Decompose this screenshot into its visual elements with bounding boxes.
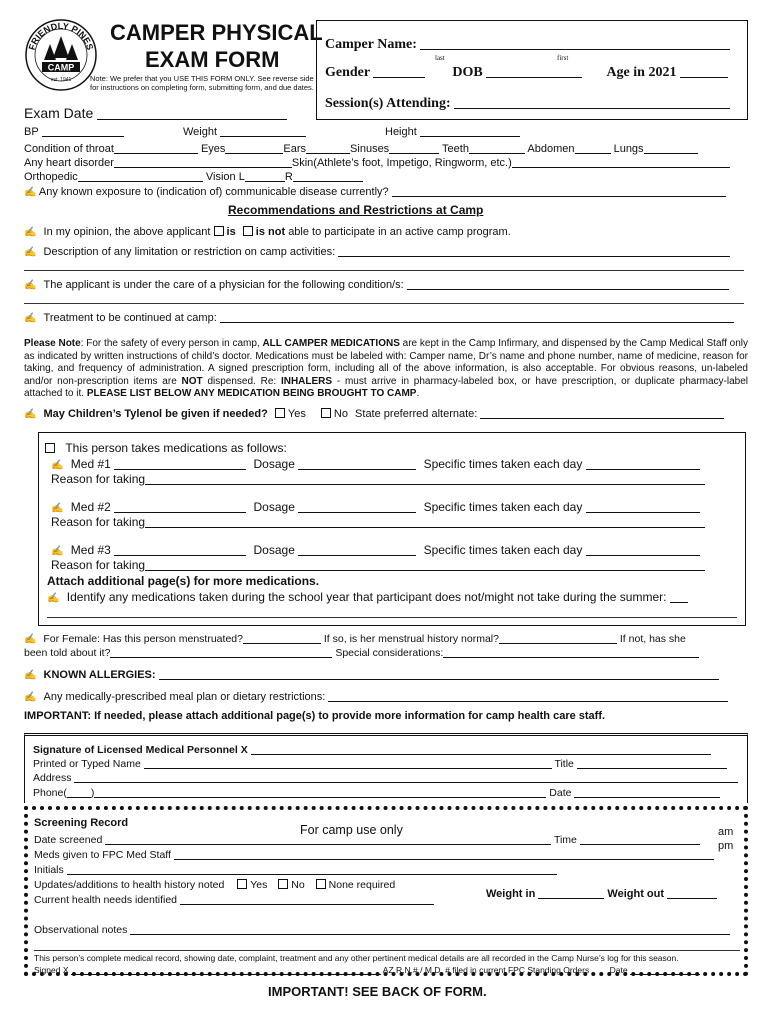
pm-label: pm: [718, 840, 734, 852]
physician-label: The applicant is under the care of a physician for the following condition/s:: [43, 279, 404, 291]
meal-plan-field[interactable]: [328, 691, 728, 702]
heart-label: Any heart disorder: [24, 157, 114, 169]
skin-label: Skin(Athlete’s foot, Impetigo, Ringworm, etc.): [291, 157, 512, 169]
physician-line-2[interactable]: [24, 303, 744, 304]
heart-field[interactable]: [114, 157, 292, 168]
tylenol-alt-label: State preferred alternate:: [355, 408, 478, 420]
printed-name-label: Printed or Typed Name: [33, 758, 141, 770]
phone-field[interactable]: [94, 787, 546, 798]
signature-date-label: Date: [549, 787, 572, 799]
exposure-field[interactable]: [392, 186, 726, 197]
med3-dosage-field[interactable]: [298, 545, 416, 556]
pencil-icon: ✍: [51, 460, 64, 471]
form-title-line1: CAMPER PHYSICAL: [110, 20, 323, 45]
last-name-caption: last: [435, 54, 445, 62]
med2-times-label: Specific times taken each day: [423, 500, 583, 514]
form-note: Note: We prefer that you USE THIS FORM ONLY. See reverse side for instructions on completing form, submitting form, and due dates.: [90, 74, 314, 92]
tylenol-alt-field[interactable]: [480, 408, 724, 419]
meds-given-field[interactable]: [174, 849, 714, 860]
camp-logo: [24, 18, 98, 92]
medications-box: [38, 432, 746, 626]
observational-field[interactable]: [130, 924, 730, 935]
height-label: Height: [385, 126, 417, 138]
pencil-icon: ✍: [47, 593, 60, 604]
bp-label: BP: [24, 126, 39, 138]
sinuses-field[interactable]: [389, 143, 439, 154]
school-meds-field[interactable]: [670, 592, 688, 603]
please-note-label: Please Note: [24, 338, 81, 349]
phone-label: Phone(: [33, 787, 67, 799]
screening-date-field[interactable]: [630, 966, 700, 975]
pencil-icon: ✍: [24, 313, 37, 324]
is-not-checkbox[interactable]: [243, 226, 253, 236]
camp-use-only: For camp use only: [300, 823, 403, 837]
bp-field[interactable]: [42, 126, 124, 137]
recommendations-heading: Recommendations and Restrictions at Camp: [228, 203, 484, 217]
meds-given-label: Meds given to FPC Med Staff: [34, 849, 171, 861]
camper-name-field[interactable]: [420, 39, 730, 50]
abdomen-label: Abdomen: [527, 143, 575, 155]
address-label: Address: [33, 772, 72, 784]
date-screened-label: Date screened: [34, 834, 103, 846]
ortho-field[interactable]: [78, 171, 203, 182]
time-field[interactable]: [580, 834, 700, 845]
current-needs-label: Current health needs identified: [34, 894, 178, 906]
eyes-label: Eyes: [200, 143, 226, 155]
updates-no-checkbox[interactable]: [278, 879, 288, 889]
special-considerations-field[interactable]: [443, 647, 699, 658]
allergies-field[interactable]: [159, 669, 719, 680]
weight-out-field[interactable]: [667, 888, 717, 899]
signed-label: Signed X: [34, 965, 69, 975]
age-label: Age in 2021: [606, 65, 677, 80]
med2-times-field[interactable]: [586, 502, 700, 513]
tylenol-no-checkbox[interactable]: [321, 408, 331, 418]
weight-label: Weight: [183, 126, 218, 138]
pencil-icon: ✍: [24, 692, 37, 703]
signature-box: Signature of Licensed Medical Personnel X Printed or Typed Name Title Address Phone( ) Date: [24, 733, 748, 803]
screening-date-label: Date: [609, 965, 628, 975]
meal-plan-label: Any medically-prescribed meal plan or dietary restrictions:: [43, 691, 326, 703]
updates-yes-label: Yes: [250, 879, 268, 891]
height-field[interactable]: [420, 126, 520, 137]
dob-field[interactable]: [486, 67, 582, 78]
printed-name-field[interactable]: [144, 758, 552, 769]
med1-dosage-field[interactable]: [298, 459, 416, 470]
takes-medications-checkbox[interactable]: [45, 443, 55, 453]
logo-word: CAMP: [47, 62, 75, 73]
camper-info-box: [316, 20, 748, 120]
signature-field[interactable]: [251, 744, 711, 755]
med3-reason-label: Reason for taking: [51, 558, 146, 572]
none-required-checkbox[interactable]: [316, 879, 326, 889]
session-field[interactable]: [454, 98, 730, 109]
dob-label: DOB: [452, 65, 483, 80]
observational-label: Observational notes: [34, 924, 128, 936]
med3-times-field[interactable]: [586, 545, 700, 556]
treatment-label: Treatment to be continued at camp:: [43, 312, 217, 324]
pencil-icon: ✍: [24, 634, 37, 645]
med2-reason-label: Reason for taking: [51, 515, 146, 529]
menstrual-normal-field[interactable]: [499, 633, 617, 644]
ortho-label: Orthopedic: [24, 171, 78, 183]
gender-field[interactable]: [373, 67, 425, 78]
med1-times-field[interactable]: [586, 459, 700, 470]
updates-yes-checkbox[interactable]: [237, 879, 247, 889]
gender-label: Gender: [325, 65, 370, 80]
vision-right-field[interactable]: [293, 171, 363, 182]
vision-left-label: Vision L: [205, 171, 245, 183]
weight-out-label: Weight out: [607, 888, 665, 900]
female-q4: been told about it?: [24, 647, 111, 659]
med1-field[interactable]: [114, 459, 246, 470]
school-meds-label: Identify any medications taken during the school year that participant does not/might not take during the summer:: [66, 590, 667, 604]
med1-times-label: Specific times taken each day: [423, 457, 583, 471]
current-needs-field[interactable]: [180, 894, 434, 905]
pencil-icon: ✍: [24, 670, 37, 681]
azrn-label: AZ R.N.# / M.D. # filed in current FPC Standing Orders: [382, 965, 590, 975]
tylenol-no-label: No: [333, 408, 348, 420]
signature-label: Signature of Licensed Medical Personnel X: [33, 744, 248, 756]
footer-important: IMPORTANT! SEE BACK OF FORM.: [268, 984, 487, 999]
signed-field[interactable]: [71, 966, 381, 975]
is-checkbox[interactable]: [214, 226, 224, 236]
weight-field[interactable]: [220, 126, 306, 137]
med1-dosage-label: Dosage: [253, 457, 295, 471]
first-name-caption: first: [557, 54, 569, 62]
menstruated-field[interactable]: [243, 633, 321, 644]
updates-label: Updates/additions to health history noted: [34, 879, 225, 891]
tylenol-yes-checkbox[interactable]: [275, 408, 285, 418]
am-label: am: [718, 826, 734, 838]
exam-date-label: Exam Date: [24, 105, 94, 121]
female-q2: If so, is her menstrual history normal?: [323, 633, 499, 645]
tylenol-question: May Children’s Tylenol be given if needed?: [43, 408, 268, 420]
observational-line-2[interactable]: [34, 950, 740, 951]
told-about-field[interactable]: [110, 647, 332, 658]
screening-heading: Screening Record: [34, 817, 129, 829]
updates-no-label: No: [291, 879, 305, 891]
pencil-icon: ✍: [24, 247, 37, 258]
form-title-line2: EXAM FORM: [145, 47, 280, 72]
vision-right-label: R: [284, 171, 293, 183]
please-note-paragraph: Please Note: For the safety of every person in camp, ALL CAMPER MEDICATIONS are kept in the Camp Infirmary, and dispensed by the Camp Medical Staff only as indicated by written instructions of child’s doctor. Medications must be labeled with: Camper name, Dr’s name and phone number, name of medicine, reason for taking, and frequency of administration. A signed prescription form, including all of the above information, is also acceptable. For obvious reasons, un-labeled and/or non-prescription items are NOT dispensed. Re: INHALERS - must arrive in pharmacy-labeled box, or have prescription, or duplicate pharmacy-label attached to it. PLEASE LIST BELOW ANY MEDICATION BEING BROUGHT TO CAMP.: [24, 338, 749, 399]
age-field[interactable]: [680, 67, 728, 78]
female-q3: If not, has she: [619, 633, 686, 645]
med2-dosage-label: Dosage: [253, 500, 295, 514]
throat-field[interactable]: [114, 143, 198, 154]
attach-pages-note: Attach additional page(s) for more medications.: [47, 574, 320, 588]
session-label: Session(s) Attending:: [325, 96, 451, 111]
med1-reason-field[interactable]: [145, 474, 705, 485]
none-required-label: None required: [328, 879, 396, 891]
allergies-label: KNOWN ALLERGIES:: [43, 669, 156, 681]
abdomen-field[interactable]: [575, 143, 611, 154]
physician-field[interactable]: [407, 279, 729, 290]
is-label: is: [226, 226, 236, 238]
med2-field[interactable]: [114, 502, 246, 513]
pencil-icon: ✍: [24, 409, 37, 420]
special-considerations-label: Special considerations:: [335, 647, 444, 659]
important-attach-note: IMPORTANT: If needed, please attach additional page(s) to provide more information for camp health care staff.: [24, 710, 606, 722]
ears-label: Ears: [283, 143, 307, 155]
phone-area-field[interactable]: [67, 787, 91, 798]
pencil-icon: ✍: [24, 280, 37, 291]
is-not-label: is not: [255, 226, 286, 238]
med2-dosage-field[interactable]: [298, 502, 416, 513]
exposure-label: Any known exposure to (indication of) communicable disease currently?: [38, 186, 389, 198]
pencil-icon: ✍: [24, 187, 37, 198]
signature-date-field[interactable]: [574, 787, 720, 798]
throat-label: Condition of throat: [24, 143, 114, 155]
screening-record-box: [24, 806, 748, 976]
med3-field[interactable]: [114, 545, 246, 556]
lungs-label: Lungs: [613, 143, 644, 155]
weight-in-label: Weight in: [486, 888, 536, 900]
med3-times-label: Specific times taken each day: [423, 543, 583, 557]
limitation-field[interactable]: [338, 246, 730, 257]
initials-field[interactable]: [67, 864, 557, 875]
time-label: Time: [553, 834, 577, 846]
address-field[interactable]: [74, 772, 738, 783]
logo-arc-text: FRIENDLY PINES: [26, 20, 96, 52]
sinuses-label: Sinuses: [350, 143, 390, 155]
med2-label: Med #2: [70, 500, 111, 514]
initials-label: Initials: [34, 864, 64, 876]
title-label: Title: [554, 758, 574, 770]
limitation-label: Description of any limitation or restriction on camp activities:: [43, 246, 336, 258]
med3-label: Med #3: [70, 543, 111, 557]
vision-left-field[interactable]: [245, 171, 285, 182]
weight-in-field[interactable]: [538, 888, 604, 899]
pencil-icon: ✍: [51, 503, 64, 514]
logo-est: est. 1941: [50, 77, 72, 83]
title-field[interactable]: [577, 758, 727, 769]
opinion-post-label: able to participate in an active camp program.: [288, 226, 511, 238]
treatment-field[interactable]: [220, 312, 734, 323]
teeth-field[interactable]: [469, 143, 525, 154]
med2-reason-field[interactable]: [145, 517, 705, 528]
meds-intro: This person takes medications as follows:: [65, 441, 287, 455]
exam-date-field[interactable]: [97, 109, 287, 120]
lungs-field[interactable]: [644, 143, 698, 154]
med1-reason-label: Reason for taking: [51, 472, 146, 486]
med3-reason-field[interactable]: [145, 560, 705, 571]
date-screened-field[interactable]: [105, 834, 551, 845]
pencil-icon: ✍: [51, 546, 64, 557]
opinion-label: In my opinion, the above applicant: [43, 226, 211, 238]
limitation-line-2[interactable]: [24, 270, 744, 271]
teeth-label: Teeth: [442, 143, 469, 155]
med3-dosage-label: Dosage: [253, 543, 295, 557]
female-q1: For Female: Has this person menstruated?: [43, 633, 243, 645]
ears-field[interactable]: [306, 143, 350, 154]
school-meds-line-2[interactable]: [47, 617, 737, 618]
med1-label: Med #1: [70, 457, 111, 471]
camper-name-label: Camper Name:: [325, 37, 417, 52]
pencil-icon: ✍: [24, 227, 37, 238]
skin-field[interactable]: [512, 157, 730, 168]
tylenol-yes-label: Yes: [287, 408, 306, 420]
record-note: This person’s complete medical record, showing date, complaint, treatment and any other pertinent medical details are all recorded in the Camp Nurse’s log for this season.: [34, 953, 679, 963]
eyes-field[interactable]: [225, 143, 283, 154]
